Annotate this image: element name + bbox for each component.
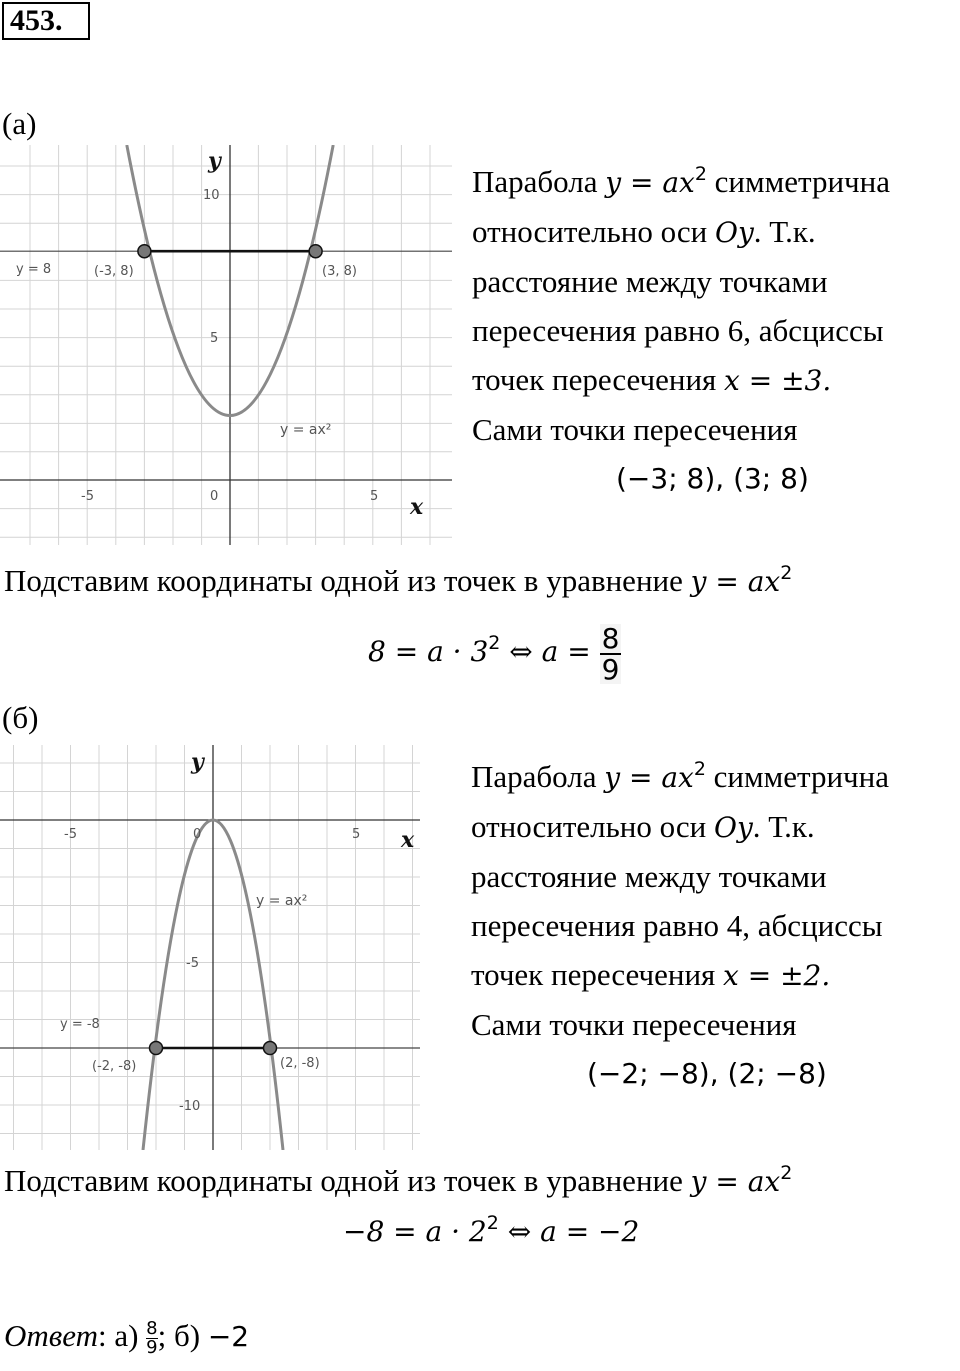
expl-a-line-6: Сами точки пересечения <box>472 412 798 447</box>
tick-x-0-b: 0 <box>193 827 202 842</box>
line-label-a: y = 8 <box>16 262 52 277</box>
expl-a-line-1: Парабола $y = ax^2$ симметрична <box>472 163 890 199</box>
explanation-a <box>472 150 890 503</box>
y-axis-label-b: y <box>191 749 204 775</box>
point-a-left <box>138 245 151 258</box>
expl-b-line-2: относительно оси Oy. Т.к. <box>471 809 815 844</box>
math-expr: y = ax <box>605 166 695 199</box>
expl-b-line-6: Сами точки пересечения <box>471 1007 797 1042</box>
tick-x-5-a: 5 <box>370 489 379 504</box>
answer-label: Ответ <box>4 1318 98 1353</box>
grid-b <box>0 745 420 1150</box>
problem-number: 453. <box>2 2 90 40</box>
point-b-right <box>264 1042 277 1055</box>
line-label-b: y = -8 <box>60 1017 100 1032</box>
grid-a <box>0 145 452 545</box>
tick-x-5-b: 5 <box>352 827 361 842</box>
equation-a: $8 = a \cdot 3^2$ ⇔ a = $\frac{8}{9}$ <box>368 621 620 686</box>
expl-a-points: (−3; 8), (3; 8) <box>616 462 809 495</box>
substitute-a: Подставим координаты одной из точек в уравнение $y = ax^2$ <box>4 562 793 598</box>
part-b-label: (б) <box>2 700 39 735</box>
point-label-a-left: (-3, 8) <box>94 264 134 279</box>
answer: Ответ: а) $\frac{8}{9}$ ; б) −2 <box>4 1318 250 1359</box>
tick-y-neg5-b: -5 <box>186 956 199 971</box>
y-axis-label-a: y <box>208 148 221 174</box>
point-a-right <box>309 245 322 258</box>
expl-b-line-1: Парабола $y = ax^2$ симметрична <box>471 758 889 794</box>
point-label-b-right: (2, -8) <box>280 1056 320 1071</box>
expl-b-line-5: точек пересечения x = ±2. <box>471 957 831 992</box>
curve-label-b: y = ax² <box>256 893 308 909</box>
graph-part-b <box>0 745 425 1150</box>
part-a-label: (а) <box>2 106 37 141</box>
expl-a-line-4: пересечения равно 6, абсциссы <box>472 313 884 348</box>
expl-a-line-3: расстояние между точками <box>472 264 828 299</box>
expl-a-line-2: относительно оси Oy. Т.к. <box>472 214 816 249</box>
point-b-left <box>150 1042 163 1055</box>
fraction-a: $\frac{8}{9}$ <box>601 621 620 686</box>
equation-b: $-8 = a \cdot 2^2$ ⇔ a = −2 <box>343 1212 640 1248</box>
substitute-b: Подставим координаты одной из точек в уравнение $y = ax^2$ <box>4 1162 793 1198</box>
point-label-a-right: (3, 8) <box>322 264 357 279</box>
point-label-b-left: (-2, -8) <box>92 1059 137 1074</box>
expl-b-line-3: расстояние между точками <box>471 859 827 894</box>
tick-x-neg5-b: -5 <box>64 827 77 842</box>
tick-y-5-a: 5 <box>210 331 219 346</box>
expl-b-points: (−2; −8), (2; −8) <box>587 1057 827 1090</box>
tick-x-0-a: 0 <box>210 489 219 504</box>
tick-y-neg10-b: -10 <box>179 1099 201 1114</box>
expl-a-line-5: точек пересечения x = ±3. <box>472 362 832 397</box>
expl-b-line-4: пересечения равно 4, абсциссы <box>471 908 883 943</box>
tick-y-10-a: 10 <box>203 188 220 203</box>
curve-label-a: y = ax² <box>280 422 332 438</box>
explanation-b <box>471 745 889 1098</box>
tick-x-neg5-a: -5 <box>81 489 94 504</box>
x-axis-label-a: x <box>410 494 424 520</box>
graph-part-a <box>0 145 455 547</box>
x-axis-label-b: x <box>401 827 415 853</box>
answer-fraction: $\frac{8}{9}$ <box>146 1318 158 1359</box>
